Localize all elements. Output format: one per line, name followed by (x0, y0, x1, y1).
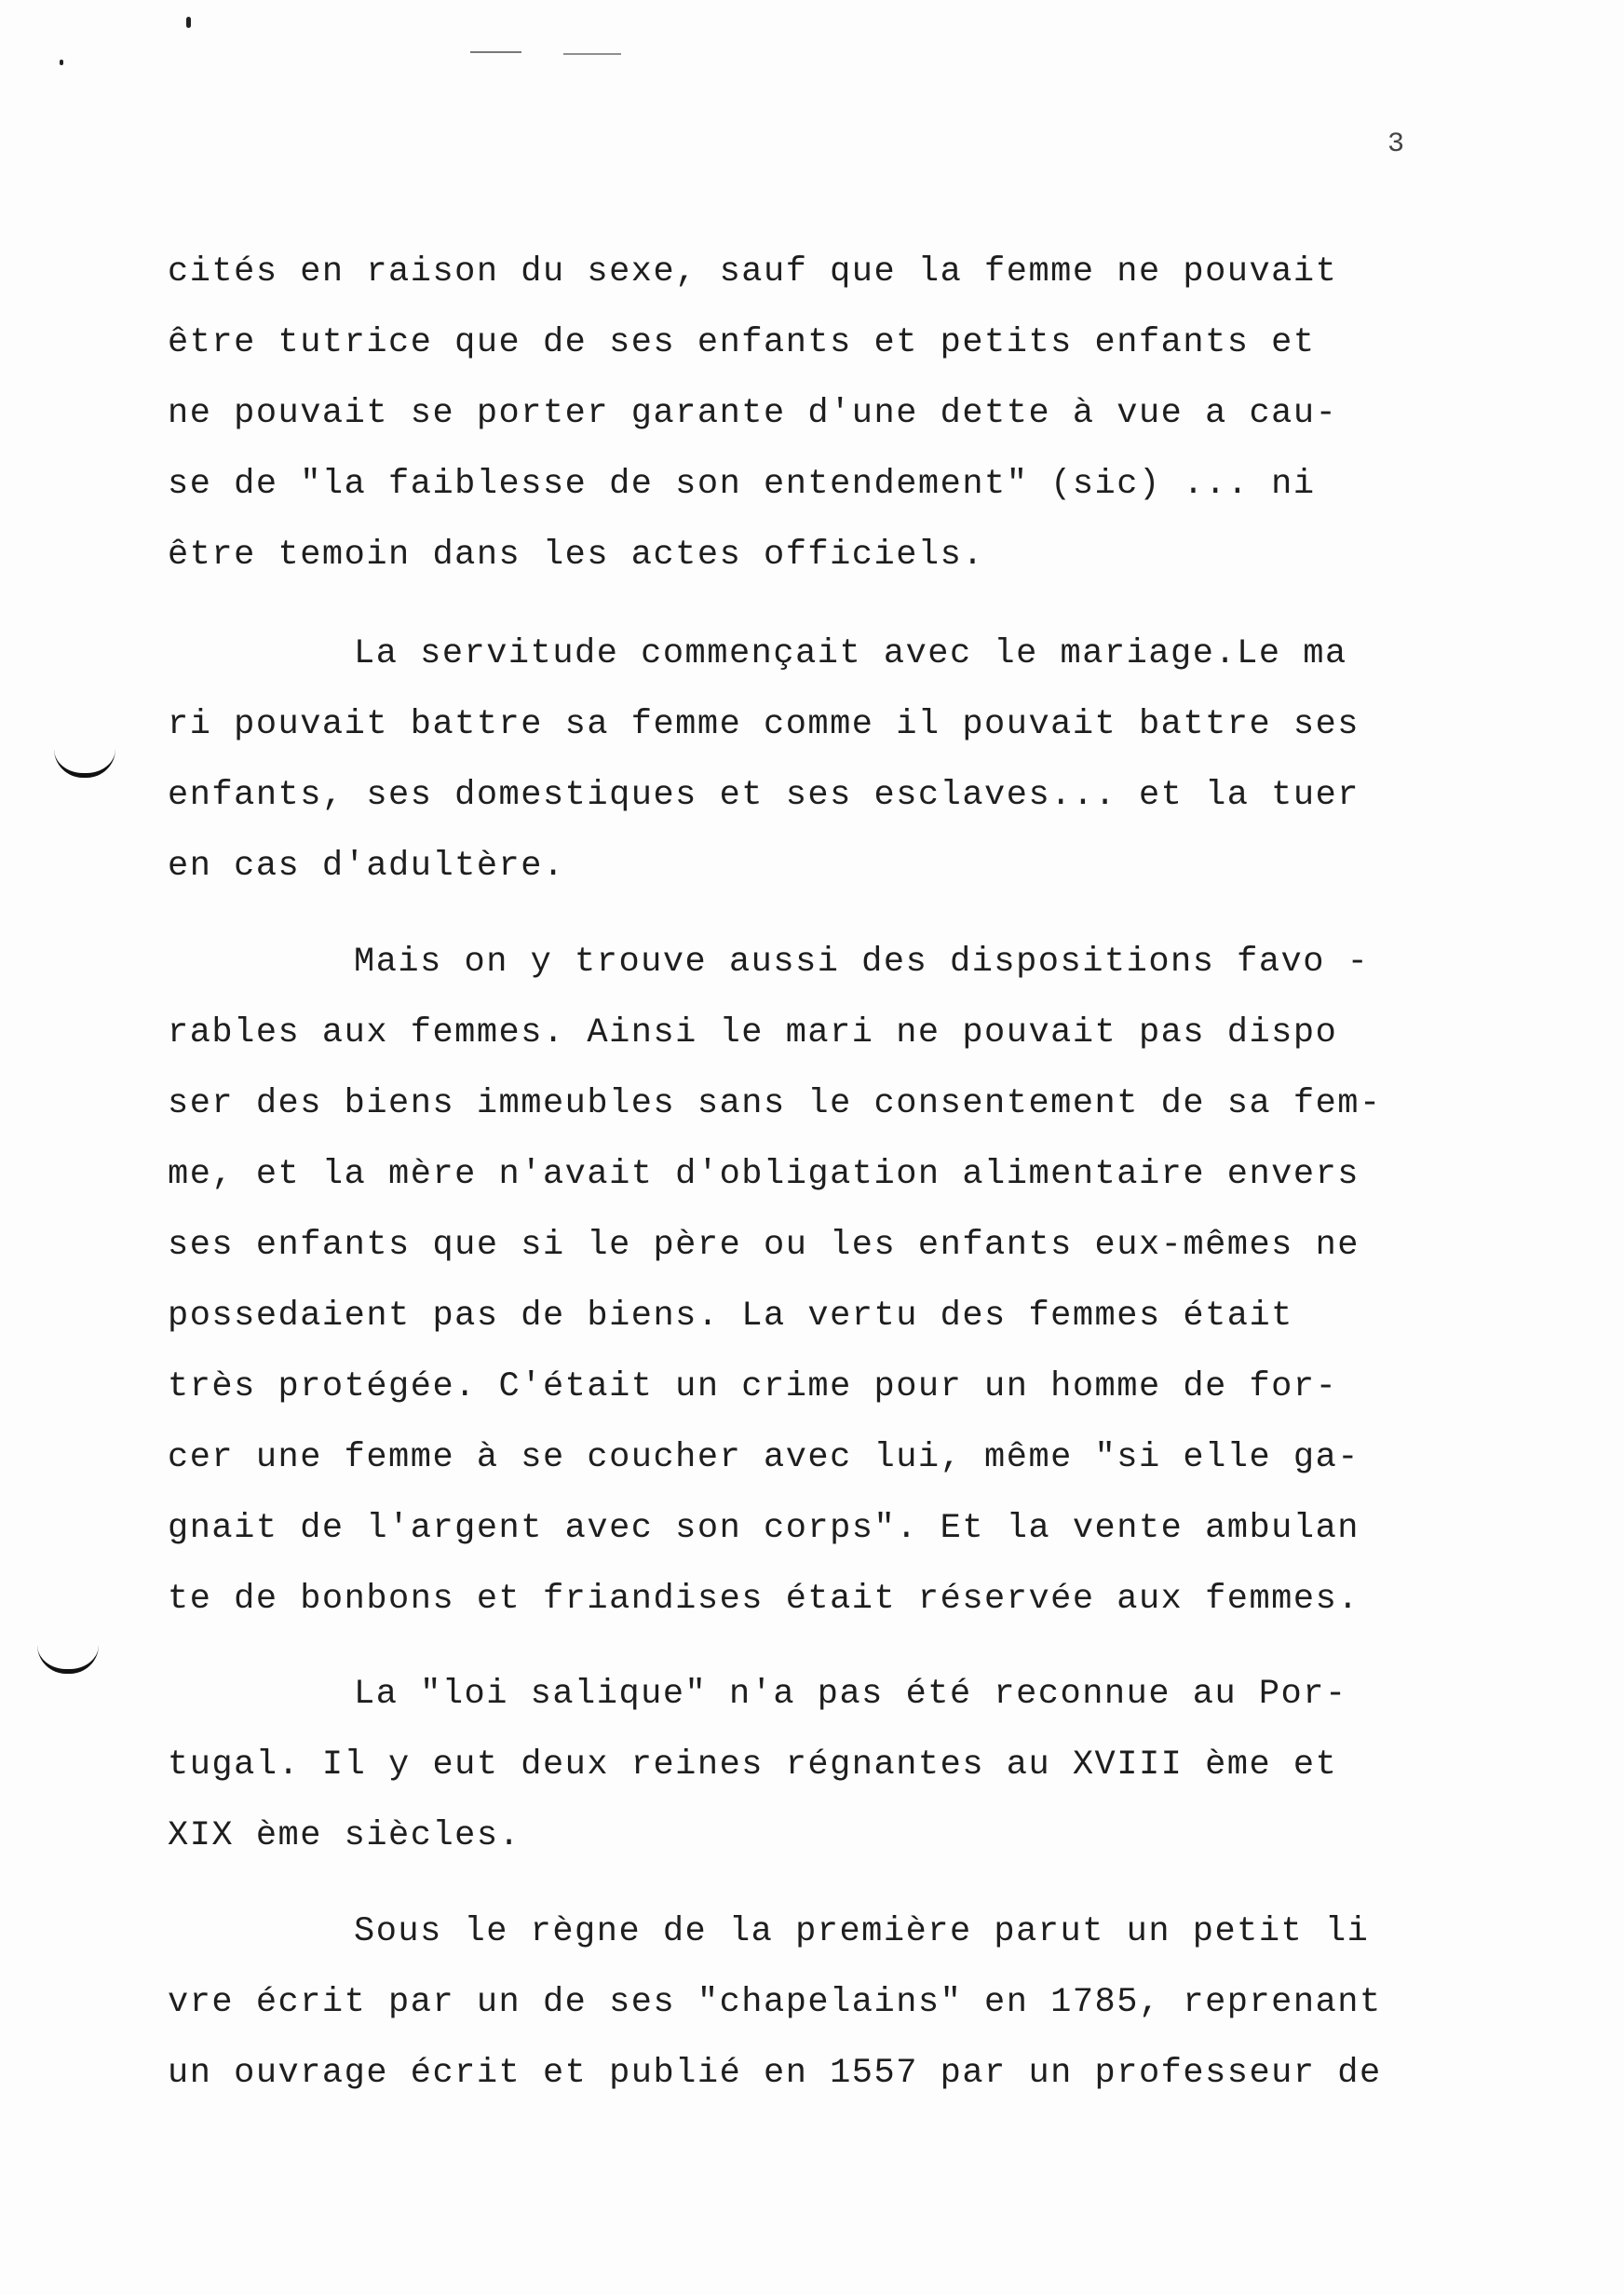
scan-speck (60, 60, 63, 65)
text-line: Sous le règne de la première parut un petit li (354, 1912, 1370, 1951)
text-line: Mais on y trouve aussi des dispositions favo - (354, 943, 1370, 982)
margin-bracket-mark (54, 749, 115, 778)
paragraph-4 (168, 1659, 1453, 1871)
text-line: me, et la mère n'avait d'obligation alimentaire envers (168, 1155, 1360, 1194)
text-line: vre écrit par un de ses "chapelains" en 1785, reprenant (168, 1983, 1382, 2022)
text-line: ne pouvait se porter garante d'une dette à vue a cau- (168, 394, 1338, 433)
scan-smudge (470, 51, 521, 53)
text-line: ser des biens immeubles sans le consentement de sa fem- (168, 1084, 1382, 1123)
scan-speck (186, 17, 191, 28)
text-line: en cas d'adultère. (168, 847, 565, 886)
margin-bracket-mark (37, 1645, 99, 1674)
text-line: possedaient pas de biens. La vertu des femmes était (168, 1297, 1293, 1336)
text-line: ses enfants que si le père ou les enfants eux-mêmes ne (168, 1226, 1360, 1265)
text-line: être tutrice que de ses enfants et petits enfants et (168, 323, 1316, 362)
text-line: très protégée. C'était un crime pour un homme de for- (168, 1367, 1338, 1406)
text-line: tugal. Il y eut deux reines régnantes au XVIII ème et (168, 1745, 1338, 1785)
text-line: un ouvrage écrit et publié en 1557 par un professeur de (168, 2054, 1382, 2093)
text-line: se de "la faiblesse de son entendement" (sic) ... ni (168, 465, 1316, 504)
text-line: gnait de l'argent avec son corps". Et la vente ambulan (168, 1509, 1360, 1548)
paragraph-1 (168, 237, 1453, 591)
text-line: enfants, ses domestiques et ses esclaves... et la tuer (168, 776, 1360, 815)
text-line: La "loi salique" n'a pas été reconnue au Por- (354, 1675, 1347, 1714)
scan-smudge (563, 53, 621, 55)
text-line: cités en raison du sexe, sauf que la femme ne pouvait (168, 252, 1338, 292)
text-line: ri pouvait battre sa femme comme il pouvait battre ses (168, 705, 1360, 744)
text-line: XIX ème siècles. (168, 1816, 521, 1855)
text-line: te de bonbons et friandises était réservée aux femmes. (168, 1580, 1360, 1619)
text-line: La servitude commençait avec le mariage.Le ma (354, 634, 1347, 673)
paragraph-3 (168, 927, 1453, 1635)
text-line: cer une femme à se coucher avec lui, même "si elle ga- (168, 1438, 1360, 1477)
paragraph-2 (168, 618, 1453, 902)
text-line: être temoin dans les actes officiels. (168, 536, 985, 575)
page-number: 3 (1387, 129, 1405, 160)
text-line: rables aux femmes. Ainsi le mari ne pouvait pas dispo (168, 1013, 1338, 1052)
paragraph-5 (168, 1896, 1453, 2109)
